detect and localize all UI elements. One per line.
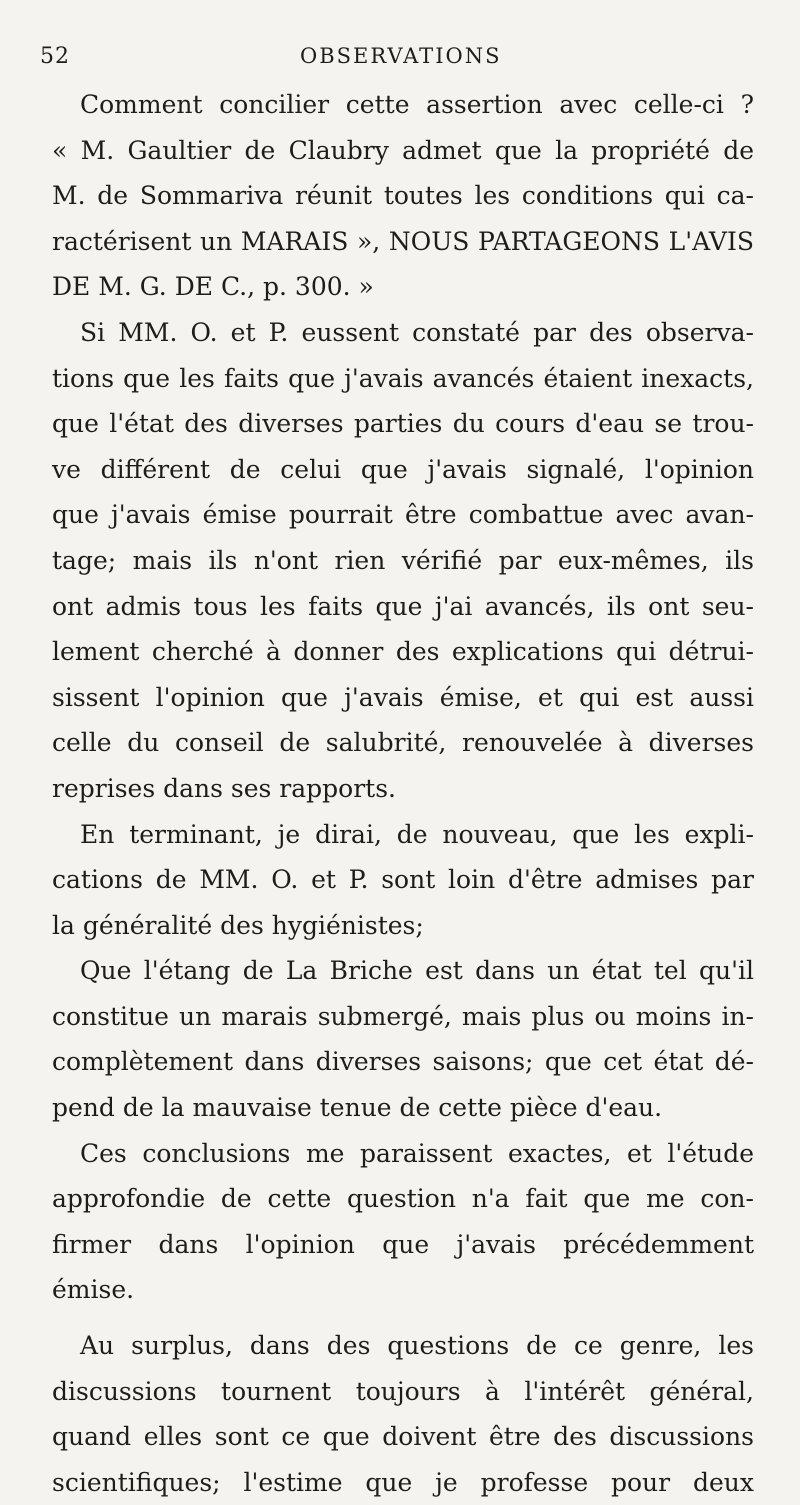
text-line: émise. <box>52 1275 135 1305</box>
text-line: quand elles sont ce que doivent être des discussions <box>52 1422 754 1452</box>
page-body <box>52 82 754 1505</box>
text-line: reprises dans ses rapports. <box>52 773 396 803</box>
text-line: M. de Sommariva réunit toutes les conditions qui ca- <box>52 181 754 211</box>
text-line: complètement dans diverses saisons; que cet état dé- <box>52 1047 754 1077</box>
text-line: discussions tournent toujours à l'intérêt général, <box>52 1376 754 1406</box>
text-line: DE M. G. DE C., p. 300. » <box>52 272 374 302</box>
text-line: firmer dans l'opinion que j'avais précédemment <box>52 1229 754 1259</box>
text-line: En terminant, je dirai, de nouveau, que les expli- <box>80 819 754 849</box>
text-line: Au surplus, dans des questions de ce genre, les <box>80 1331 754 1361</box>
text-line: ont admis tous les faits que j'ai avancés, ils ont seu- <box>52 591 754 621</box>
text-line: sissent l'opinion que j'avais émise, et qui est aussi <box>52 682 754 712</box>
text-line: Comment concilier cette assertion avec celle-ci ? <box>80 90 754 119</box>
text-line: lement cherché à donner des explications qui détrui- <box>52 637 754 667</box>
page-number: 52 <box>40 44 70 69</box>
text-line: constitue un marais submergé, mais plus ou moins in- <box>52 1001 754 1031</box>
text-line: tions que les faits que j'avais avancés étaient inexacts, <box>52 363 754 393</box>
text-line: approfondie de cette question n'a fait que me con- <box>52 1184 754 1214</box>
text-line: cations de MM. O. et P. sont loin d'être admises par <box>52 865 754 895</box>
text-line: Si MM. O. et P. eussent constaté par des observa- <box>80 317 754 347</box>
text-line: Que l'étang de La Briche est dans un état tel qu'il <box>80 956 754 986</box>
text-line: ractérisent un MARAIS », NOUS PARTAGEONS L'AVIS <box>52 226 754 256</box>
running-title: OBSERVATIONS <box>300 44 502 68</box>
text-line: Ces conclusions me paraissent exactes, et l'étude <box>80 1138 754 1168</box>
text-line: « M. Gaultier de Claubry admet que la propriété de <box>52 135 754 165</box>
text-line: scientifiques; l'estime que je professe pour deux <box>52 1467 754 1497</box>
text-line: ve différent de celui que j'avais signalé, l'opinion <box>52 454 754 484</box>
text-line: que j'avais émise pourrait être combattue avec avan- <box>52 500 754 530</box>
text-line: la généralité des hygiénistes; <box>52 910 424 940</box>
text-line: celle du conseil de salubrité, renouvelée à diverses <box>52 728 754 758</box>
running-header <box>0 40 800 76</box>
text-line: tage; mais ils n'ont rien vérifié par eux-mêmes, ils <box>52 545 754 575</box>
text-line: pend de la mauvaise tenue de cette pièce d'eau. <box>52 1093 663 1123</box>
text-line: que l'état des diverses parties du cours d'eau se trou- <box>52 409 754 439</box>
